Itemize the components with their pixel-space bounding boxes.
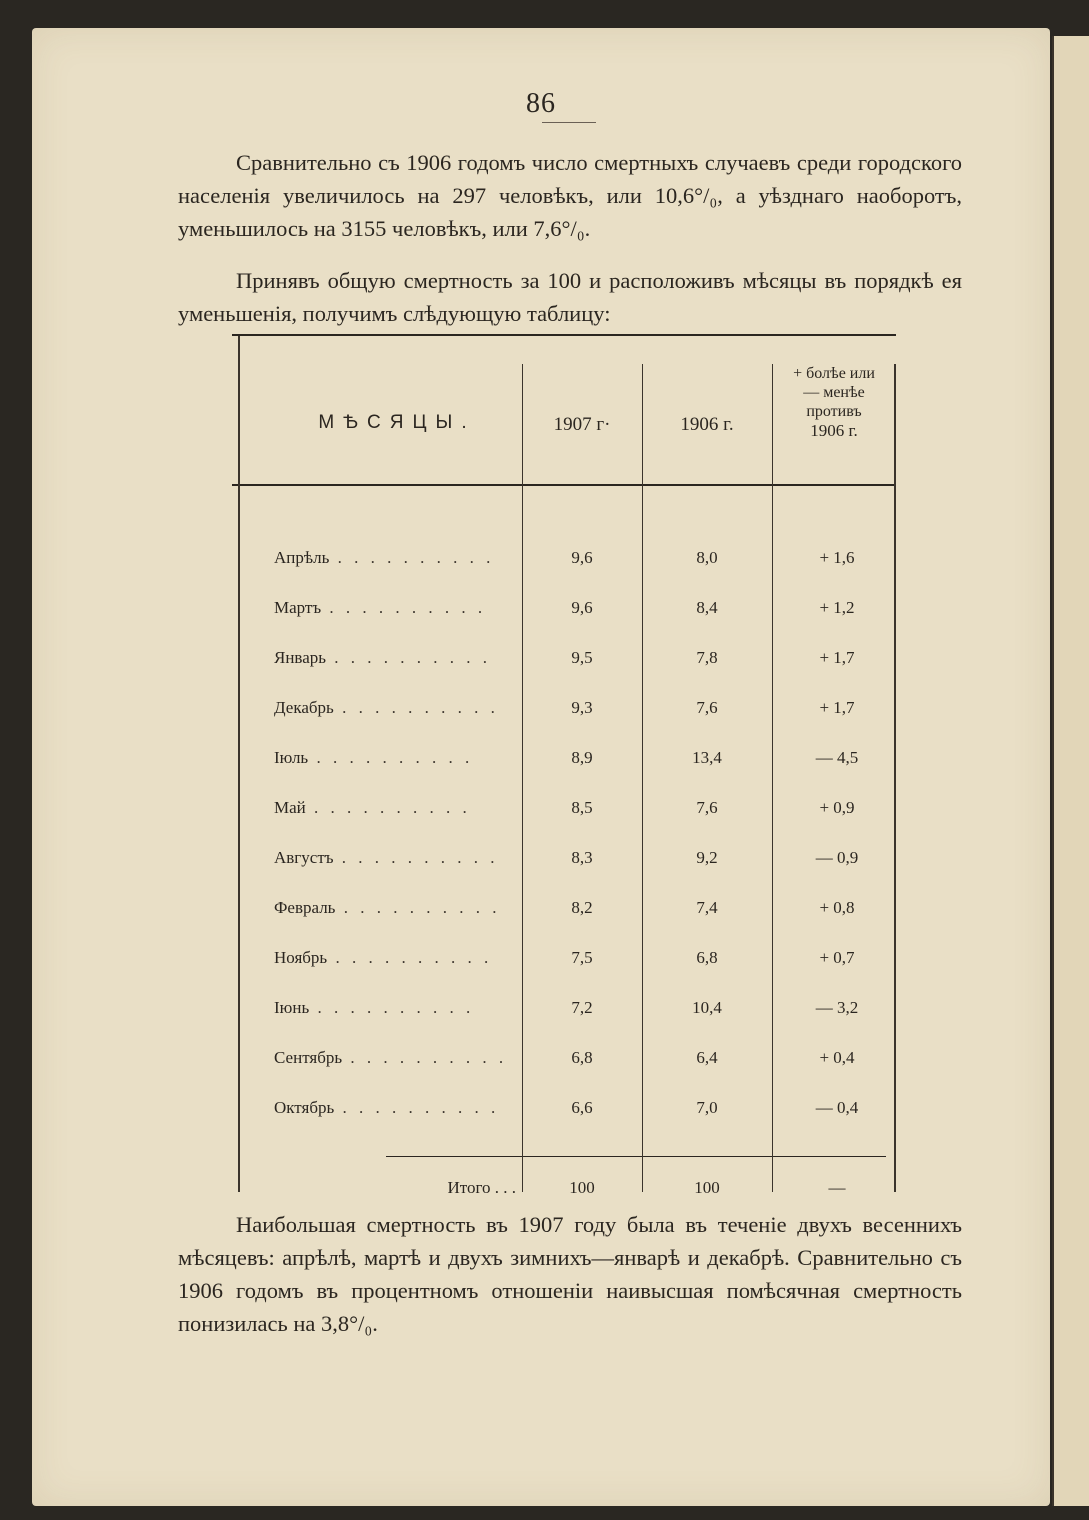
month-cell	[274, 998, 514, 1018]
header-months: МѢСЯЦЫ.	[318, 412, 476, 433]
value-difference: — 3,2	[815, 998, 859, 1017]
value-1906: 8,0	[696, 548, 718, 567]
paragraph-1	[178, 146, 962, 245]
value-1906: 6,4	[696, 1048, 718, 1067]
total-label: Итого . . .	[447, 1178, 516, 1197]
table-row	[232, 948, 896, 998]
value-1907: 9,3	[571, 698, 593, 717]
table-row	[232, 548, 896, 598]
value-difference: + 0,7	[819, 948, 855, 967]
month-name: Августъ	[274, 848, 334, 867]
month-cell	[274, 648, 514, 668]
header-difference-line1: + болѣе или	[793, 365, 875, 382]
book-page	[32, 28, 1050, 1506]
header-difference-line3: противъ	[806, 403, 862, 420]
leader-dots: . . . . . . . . . .	[329, 548, 495, 567]
adjacent-page-edge	[1052, 36, 1089, 1506]
value-1906: 7,0	[696, 1098, 718, 1117]
paragraph-1-text: Сравнительно съ 1906 годомъ число смертныхъ случаевъ среди городского населенія увеличилось на 297 человѣкъ, или 10,6°/₀, а уѣзднаго наоборотъ, уменьшилось на 3155 человѣкъ, или 7,6°/₀.	[178, 150, 962, 241]
header-difference-line2: — менѣе	[803, 384, 865, 401]
value-1907: 6,8	[571, 1048, 593, 1067]
value-1906: 7,4	[696, 898, 718, 917]
table-row	[232, 598, 896, 648]
value-1906: 8,4	[696, 598, 718, 617]
month-cell	[274, 948, 514, 968]
leader-dots: . . . . . . . . . .	[308, 748, 474, 767]
value-1907: 7,2	[571, 998, 593, 1017]
value-difference: — 0,4	[815, 1098, 859, 1117]
month-cell	[274, 848, 514, 868]
month-cell	[274, 1048, 514, 1068]
header-1907: 1907 г·	[553, 414, 611, 435]
value-1907: 8,5	[571, 798, 593, 817]
value-1906: 7,6	[696, 798, 718, 817]
month-name: Апрѣль	[274, 548, 330, 567]
value-1906: 7,6	[696, 698, 718, 717]
leader-dots: . . . . . . . . . .	[309, 998, 475, 1017]
month-name: Февраль	[274, 898, 336, 917]
leader-dots: . . . . . . . . . .	[326, 648, 492, 667]
value-1906: 9,2	[696, 848, 718, 867]
month-name: Ноябрь	[274, 948, 328, 967]
month-cell	[274, 748, 514, 768]
leader-dots: . . . . . . . . . .	[305, 798, 471, 817]
month-name: Декабрь	[274, 698, 334, 717]
leader-dots: . . . . . . . . . .	[327, 948, 493, 967]
month-name: Январь	[274, 648, 327, 667]
value-difference: + 1,6	[819, 548, 855, 567]
paragraph-3-text: Наибольшая смертность въ 1907 году была въ теченіе двухъ весеннихъ мѣсяцевъ: апрѣлѣ, мартѣ и двухъ зимнихъ—январѣ и декабрѣ. Сравнительно съ 1906 годомъ въ процентномъ отношеніи наивысшая помѣсячная смертность понизилась на 3,8°/₀.	[178, 1212, 962, 1336]
table-row	[232, 1098, 896, 1148]
leader-dots: . . . . . . . . . .	[335, 898, 501, 917]
table-row	[232, 748, 896, 798]
paragraph-2-text: Принявъ общую смертность за 100 и расположивъ мѣсяцы въ порядкѣ ея уменьшенія, получимъ слѣдующую таблицу:	[178, 268, 962, 326]
value-1907: 9,5	[571, 648, 593, 667]
month-name: Май	[274, 798, 306, 817]
paragraph-2	[178, 264, 962, 330]
value-1907: 9,6	[571, 548, 593, 567]
value-1906: 10,4	[692, 998, 722, 1017]
month-cell	[274, 548, 514, 568]
month-name: Іюнь	[274, 998, 310, 1017]
total-1906: 100	[694, 1178, 720, 1197]
value-difference: — 4,5	[815, 748, 859, 767]
table-row	[232, 1048, 896, 1098]
leader-dots: . . . . . . . . . .	[334, 1098, 500, 1117]
table-row	[232, 798, 896, 848]
month-cell	[274, 698, 514, 718]
value-1907: 8,2	[571, 898, 593, 917]
leader-dots: . . . . . . . . . .	[333, 848, 499, 867]
month-cell	[274, 898, 514, 918]
value-1907: 9,6	[571, 598, 593, 617]
value-difference: + 0,8	[819, 898, 855, 917]
total-difference: —	[828, 1178, 846, 1197]
table-row	[232, 698, 896, 748]
month-name: Мартъ	[274, 598, 322, 617]
table-row	[232, 998, 896, 1048]
value-1907: 8,9	[571, 748, 593, 767]
month-cell	[274, 1098, 514, 1118]
leader-dots: . . . . . . . . . .	[321, 598, 487, 617]
value-difference: + 0,9	[819, 798, 855, 817]
value-1906: 6,8	[696, 948, 718, 967]
header-difference	[772, 364, 896, 440]
paragraph-3	[178, 1208, 962, 1340]
value-1907: 6,6	[571, 1098, 593, 1117]
table-row	[232, 848, 896, 898]
page-number: 86	[526, 88, 556, 119]
value-difference: + 1,7	[819, 648, 855, 667]
month-cell	[274, 798, 514, 818]
table-row	[232, 648, 896, 698]
value-difference: + 1,7	[819, 698, 855, 717]
total-1907: 100	[569, 1178, 595, 1197]
value-difference: + 0,4	[819, 1048, 855, 1067]
page-number-ornament	[542, 122, 596, 123]
leader-dots: . . . . . . . . . .	[333, 698, 499, 717]
value-difference: + 1,2	[819, 598, 855, 617]
month-name: Октябрь	[274, 1098, 335, 1117]
header-1906: 1906 г.	[680, 414, 734, 435]
table-row	[232, 898, 896, 948]
leader-dots: . . . . . . . . . .	[342, 1048, 508, 1067]
value-1907: 7,5	[571, 948, 593, 967]
month-name: Сентябрь	[274, 1048, 343, 1067]
month-cell	[274, 598, 514, 618]
table-total-rule	[386, 1156, 886, 1157]
mortality-table	[232, 334, 896, 1197]
value-1906: 7,8	[696, 648, 718, 667]
value-difference: — 0,9	[815, 848, 859, 867]
value-1906: 13,4	[692, 748, 722, 767]
table-top-rule	[232, 334, 896, 336]
month-name: Іюль	[274, 748, 309, 767]
value-1907: 8,3	[571, 848, 593, 867]
table-header-rule	[232, 484, 896, 486]
header-difference-line4: 1906 г.	[810, 421, 858, 440]
